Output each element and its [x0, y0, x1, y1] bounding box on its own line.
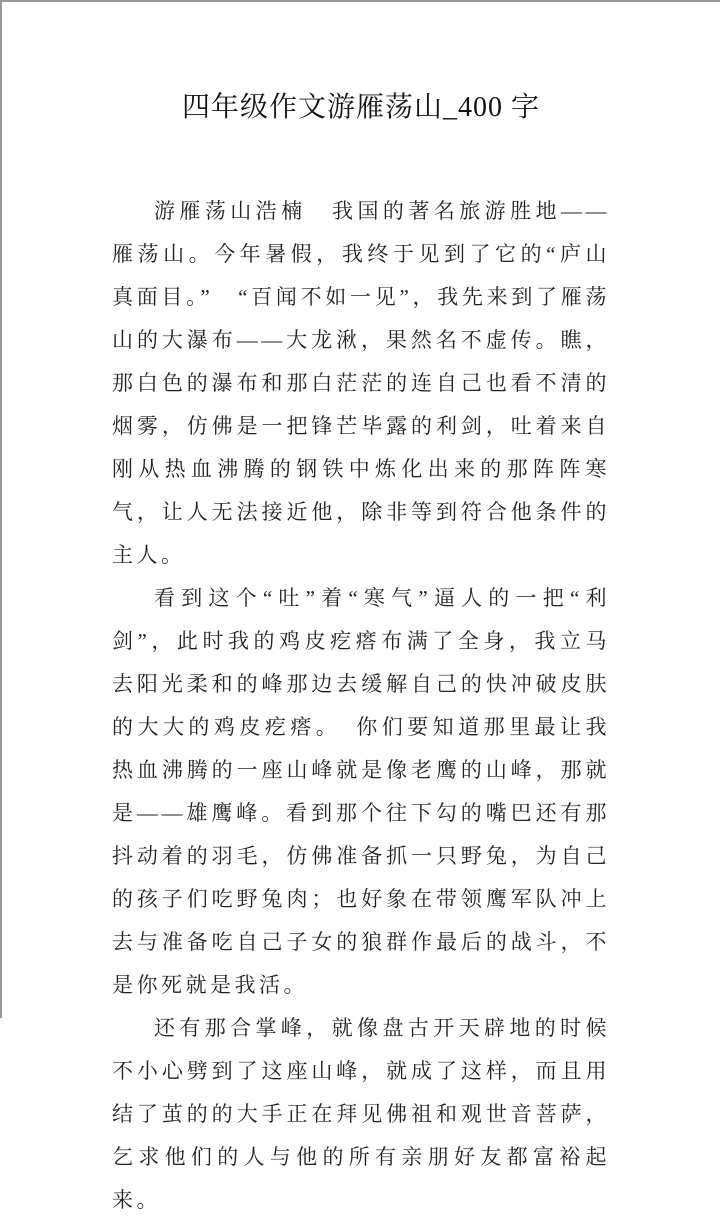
paragraph-3: 还有那合掌峰，就像盘古开天辟地的时候不小心劈到了这座山峰，就成了这样，而且用结了茧的的大手正在拜见佛祖和观世音菩萨，乞求他们的人与他的所有亲朋好友都富裕起来。: [112, 1016, 610, 1212]
document-body: [112, 190, 610, 1222]
paragraph-1: 游雁荡山浩楠 我国的著名旅游胜地——雁荡山。今年暑假，我终于见到了它的“庐山真面目。” “百闻不如一见”，我先来到了雁荡山的大瀑布——大龙湫，果然名不虚传。瞧，那白色的瀑布和那白茫茫的连自己也看不清的烟雾，仿佛是一把锋芒毕露的利剑，吐着来自刚从热血沸腾的钢铁中炼化出来的那阵阵寒气，让人无法接近他，除非等到符合他条件的主人。: [112, 199, 610, 567]
document-title: 四年级作文游雁荡山_400 字: [181, 92, 540, 123]
paragraph-2: 看到这个“吐”着“寒气”逼人的一把“利剑”，此时我的鸡皮疙瘩布满了全身，我立马去阳光柔和的峰那边去缓解自己的快冲破皮肤的大大的鸡皮疙瘩。 你们要知道那里最让我热血沸腾的一座山峰就是像老鹰的山峰，那就是——雄鹰峰。看到那个往下勾的嘴巴还有那抖动着的羽毛，仿佛准备抓一只野兔，为自己的孩子们吃野兔肉；也好象在带领鹰军队冲上去与准备吃自己子女的狼群作最后的战斗，不是你死就是我活。: [112, 586, 610, 997]
